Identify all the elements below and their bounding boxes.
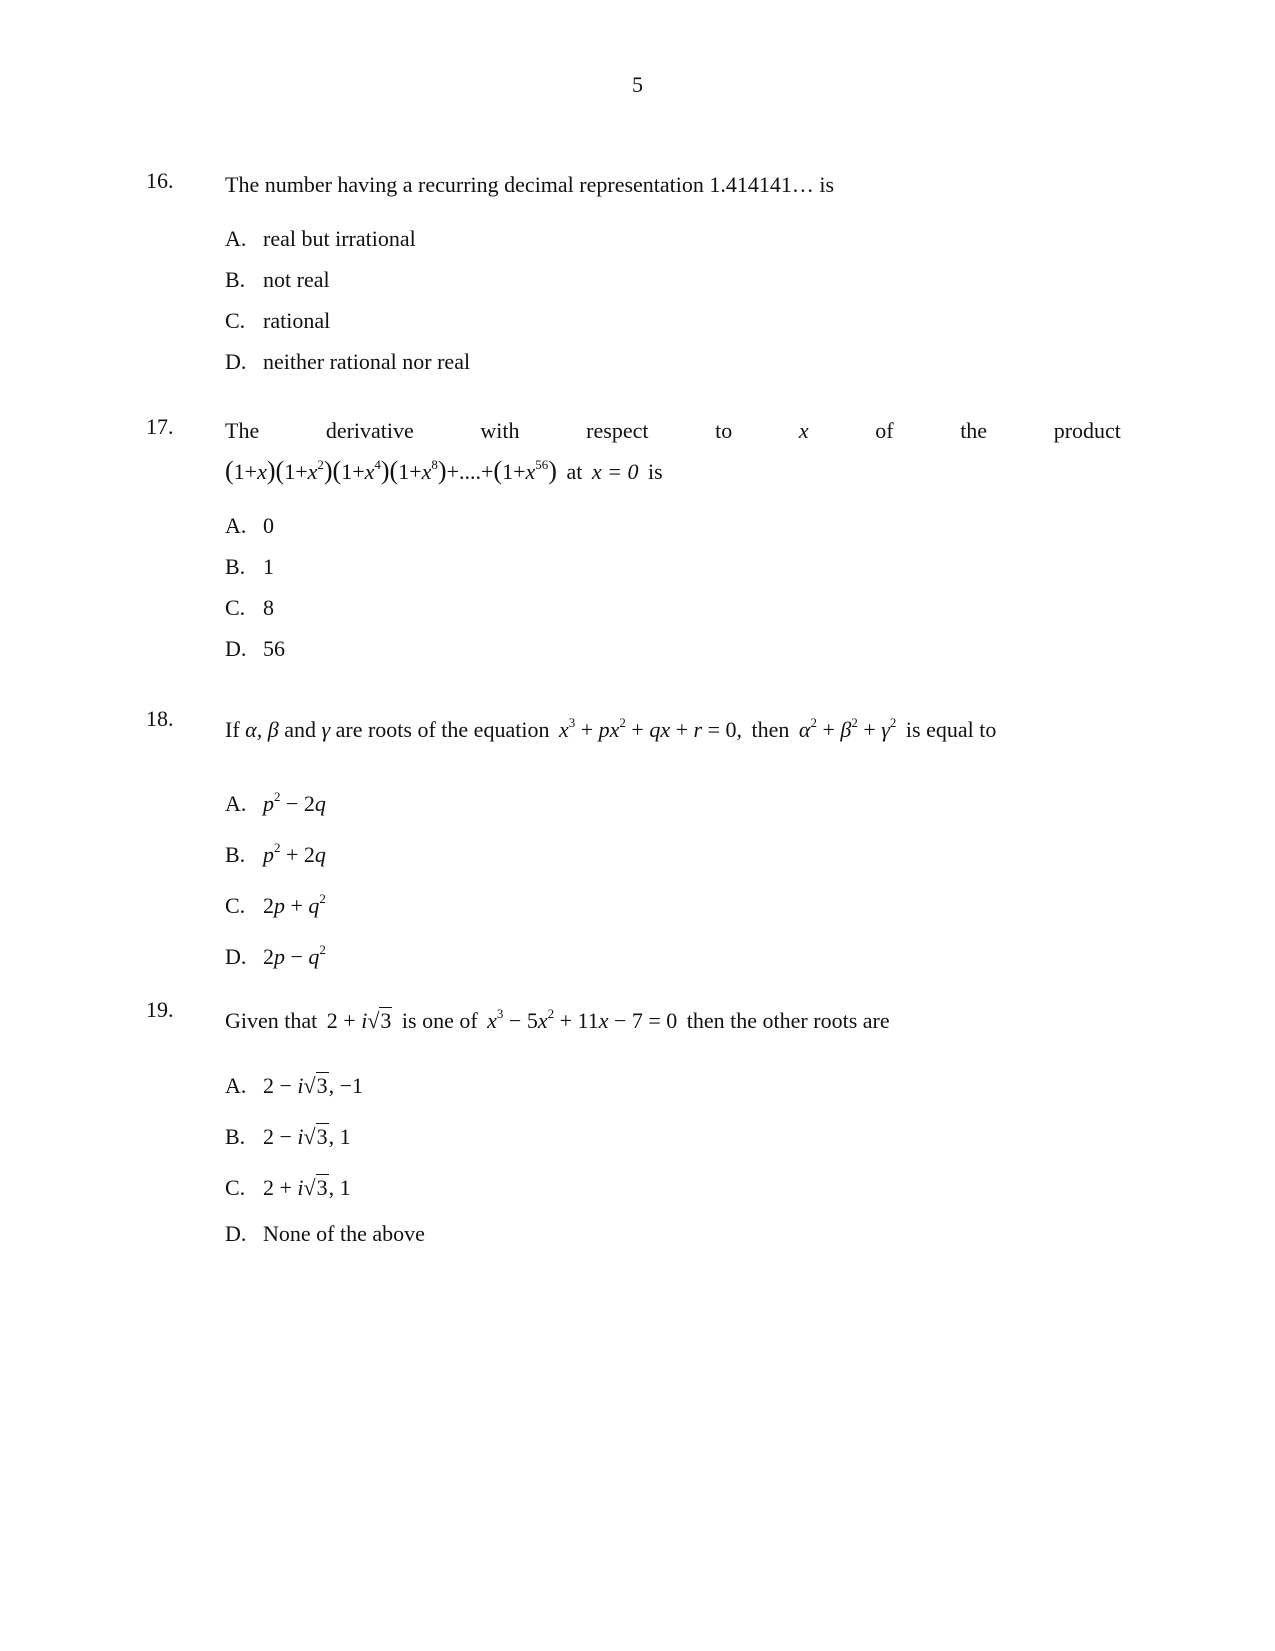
- option-expression: $2p - q^2$: [263, 942, 326, 969]
- question-19: [146, 997, 1121, 1254]
- option-b[interactable]: B. 1: [225, 554, 274, 579]
- options-list: [225, 1060, 1121, 1254]
- question-number: 18.: [146, 706, 174, 731]
- cubic-equation: $x^3 - 5x^2 + 11x - 7 = 0$: [487, 1006, 678, 1033]
- options-list: [225, 505, 1121, 669]
- option-c[interactable]: C. rational: [225, 308, 331, 333]
- option-expression: $p^2 - 2q$: [263, 789, 326, 816]
- option-b[interactable]: B. 2 − i√3, 1: [225, 1124, 351, 1149]
- question-text: The number having a recurring decimal representation 1.414141… is: [225, 172, 835, 197]
- option-expression: 2 − i√3, 1: [263, 1124, 351, 1149]
- option-a[interactable]: A. real but irrational: [225, 226, 416, 251]
- question-line-2: $(1+x)(1+x^2)(1+x^4)(1+x^8)+....+(1+x^{56})$ at x = 0 is: [225, 456, 663, 485]
- page-number: 5: [632, 72, 643, 97]
- question-number: 17.: [146, 414, 174, 439]
- option-c[interactable]: C. $2p + q^2$: [225, 891, 326, 918]
- product-expression: $(1+x)(1+x^2)(1+x^4)(1+x^8)+....+(1+x^{56})$: [225, 456, 557, 485]
- options-list: [225, 771, 1121, 975]
- question-18: [146, 706, 1121, 975]
- question-text: [225, 414, 1121, 489]
- option-c[interactable]: C. 8: [225, 595, 274, 620]
- cubic-equation: $x^3 + px^2$ + qx + r = 0,: [558, 715, 742, 742]
- question-line-1: The derivative with respect to x of the product: [225, 418, 1121, 443]
- option-d[interactable]: D. neither rational nor real: [225, 349, 471, 374]
- question-17: [146, 414, 1121, 669]
- question-16: [146, 168, 1121, 382]
- option-d[interactable]: D. $2p - q^2$: [225, 942, 326, 969]
- option-expression: $2p + q^2$: [263, 891, 326, 918]
- options-list: [225, 218, 1121, 382]
- question-number: 16.: [146, 168, 174, 193]
- question-text: Given that 2 + i√3 is one of $x^3 - 5x^2 + 11x - 7 = 0$ then the other roots are: [225, 1006, 890, 1033]
- option-c[interactable]: C. 2 + i√3, 1: [225, 1175, 351, 1200]
- option-d[interactable]: D. None of the above: [225, 1221, 425, 1246]
- option-a[interactable]: A. 0: [225, 513, 274, 538]
- option-d[interactable]: D. 56: [225, 636, 285, 661]
- option-b[interactable]: B. $p^2 + 2q$: [225, 840, 326, 867]
- option-expression: 2 − i√3, −1: [263, 1073, 364, 1098]
- option-expression: 2 + i√3, 1: [263, 1175, 351, 1200]
- option-b[interactable]: B. not real: [225, 267, 330, 292]
- question-number: 19.: [146, 997, 174, 1022]
- question-text: If α, β and γ are roots of the equation $x^3 + px^2$ + qx + r = 0, then $\alpha^2 + \beta^2 + \gamma^2$ is equal to: [225, 715, 997, 742]
- complex-root-expression: 2 + i√3: [326, 1008, 392, 1033]
- option-a[interactable]: A. $p^2 - 2q$: [225, 789, 326, 816]
- sum-of-squares-expression: $\alpha^2 + \beta^2 + \gamma^2$: [798, 715, 897, 742]
- option-expression: $p^2 + 2q$: [263, 840, 326, 867]
- option-a[interactable]: A. 2 − i√3, −1: [225, 1073, 364, 1098]
